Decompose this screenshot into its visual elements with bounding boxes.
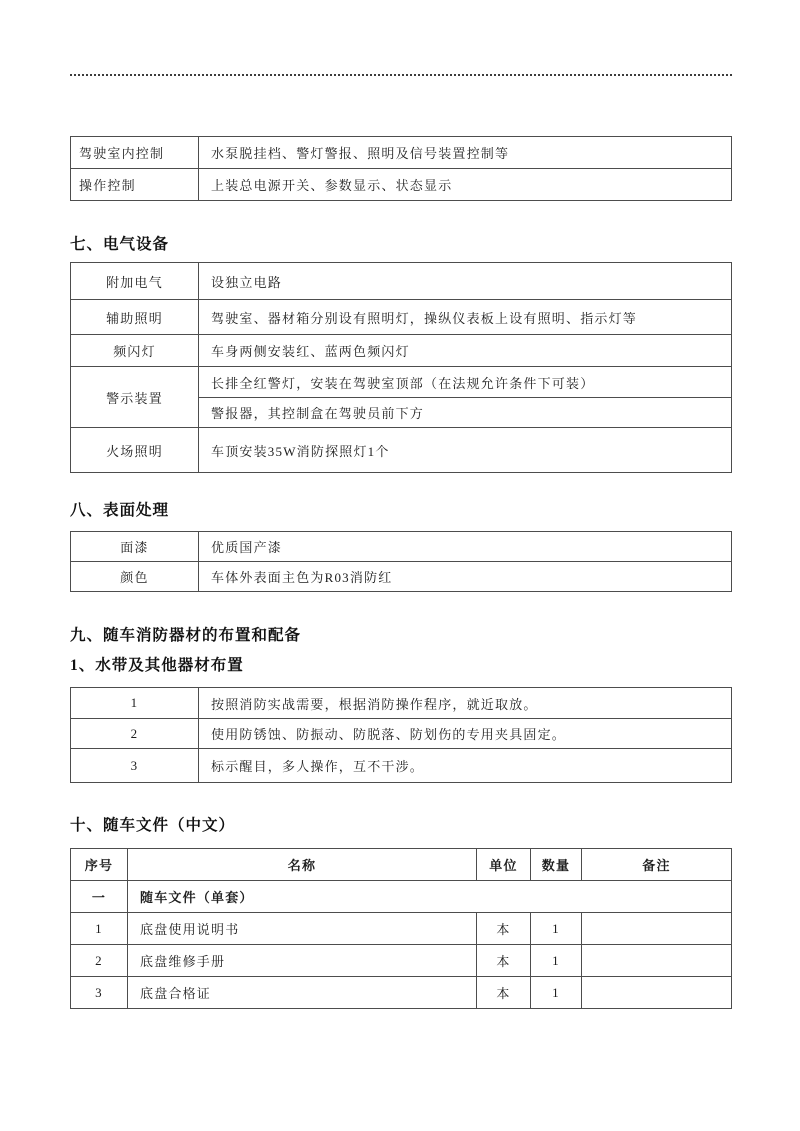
- row-number-cell: 1: [71, 913, 128, 945]
- surface-table: [70, 531, 732, 592]
- spec-label-cell: 驾驶室内控制: [71, 137, 199, 169]
- table-row: [71, 532, 732, 562]
- section-heading-surface: 八、表面处理: [70, 502, 170, 519]
- group-title-cell: 随车文件（单套）: [128, 881, 732, 913]
- note-cell: [582, 977, 732, 1009]
- spec-label-cell: 频闪灯: [71, 335, 199, 367]
- layout-note-cell: 标示醒目，多人操作，互不干涉。: [199, 749, 732, 783]
- layout-note-cell: 使用防锈蚀、防振动、防脱落、防划伤的专用夹具固定。: [199, 719, 732, 749]
- col-header-unit: 单位: [477, 849, 531, 881]
- page-break-divider: [70, 74, 732, 76]
- spec-label-cell: 警示装置: [71, 367, 199, 428]
- table-header-row: [71, 849, 732, 881]
- row-number-cell: 2: [71, 719, 199, 749]
- qty-cell: 1: [531, 913, 582, 945]
- col-header-note: 备注: [582, 849, 732, 881]
- table-row: [71, 945, 732, 977]
- layout-note-cell: 按照消防实战需要，根据消防操作程序，就近取放。: [199, 688, 732, 719]
- documents-table: [70, 848, 732, 1009]
- table-row: [71, 335, 732, 367]
- spec-label-cell: 操作控制: [71, 169, 199, 201]
- table-row: [71, 367, 732, 398]
- spec-value-cell: 上装总电源开关、参数显示、状态显示: [199, 169, 732, 201]
- section-heading-documents: 十、随车文件（中文）: [70, 817, 236, 834]
- unit-cell: 本: [477, 977, 531, 1009]
- electrical-table: [70, 262, 732, 473]
- col-header-name: 名称: [128, 849, 477, 881]
- spec-value-cell: 驾驶室、器材箱分别设有照明灯，操纵仪表板上设有照明、指示灯等: [199, 300, 732, 335]
- spec-label-cell: 火场照明: [71, 428, 199, 473]
- table-row: [71, 719, 732, 749]
- note-cell: [582, 945, 732, 977]
- section-heading-equipment-layout: 九、随车消防器材的布置和配备: [70, 627, 302, 644]
- col-header-qty: 数量: [531, 849, 582, 881]
- table-row: [71, 300, 732, 335]
- table-row: [71, 913, 732, 945]
- table-row: [71, 428, 732, 473]
- spec-value-cell: 车顶安装35W消防探照灯1个: [199, 428, 732, 473]
- hose-layout-table: [70, 687, 732, 783]
- unit-cell: 本: [477, 945, 531, 977]
- table-row: [71, 977, 732, 1009]
- group-index-cell: 一: [71, 881, 128, 913]
- spec-value-cell: 水泵脱挂档、警灯警报、照明及信号装置控制等: [199, 137, 732, 169]
- doc-name-cell: 底盘使用说明书: [128, 913, 477, 945]
- table-row: [71, 169, 732, 201]
- spec-value-cell: 设独立电路: [199, 263, 732, 300]
- spec-label-cell: 面漆: [71, 532, 199, 562]
- qty-cell: 1: [531, 977, 582, 1009]
- col-header-no: 序号: [71, 849, 128, 881]
- spec-value-cell: 长排全红警灯，安装在驾驶室顶部（在法规允许条件下可装）: [199, 367, 732, 398]
- spec-value-cell: 优质国产漆: [199, 532, 732, 562]
- row-number-cell: 3: [71, 749, 199, 783]
- row-number-cell: 2: [71, 945, 128, 977]
- table-row: [71, 263, 732, 300]
- group-row: [71, 881, 732, 913]
- subsection-heading-hose-layout: 1、水带及其他器材布置: [70, 657, 244, 674]
- spec-label-cell: 颜色: [71, 562, 199, 592]
- table-row: [71, 688, 732, 719]
- unit-cell: 本: [477, 913, 531, 945]
- qty-cell: 1: [531, 945, 582, 977]
- doc-name-cell: 底盘合格证: [128, 977, 477, 1009]
- row-number-cell: 3: [71, 977, 128, 1009]
- spec-label-cell: 附加电气: [71, 263, 199, 300]
- spec-value-cell: 警报器，其控制盒在驾驶员前下方: [199, 398, 732, 428]
- doc-name-cell: 底盘维修手册: [128, 945, 477, 977]
- spec-label-cell: 辅助照明: [71, 300, 199, 335]
- section-heading-electrical: 七、电气设备: [70, 236, 170, 253]
- table-row: [71, 137, 732, 169]
- note-cell: [582, 913, 732, 945]
- row-number-cell: 1: [71, 688, 199, 719]
- spec-value-cell: 车身两侧安装红、蓝两色频闪灯: [199, 335, 732, 367]
- table-row: [71, 749, 732, 783]
- carryover-spec-table: [70, 136, 732, 201]
- spec-value-cell: 车体外表面主色为R03消防红: [199, 562, 732, 592]
- table-row: [71, 562, 732, 592]
